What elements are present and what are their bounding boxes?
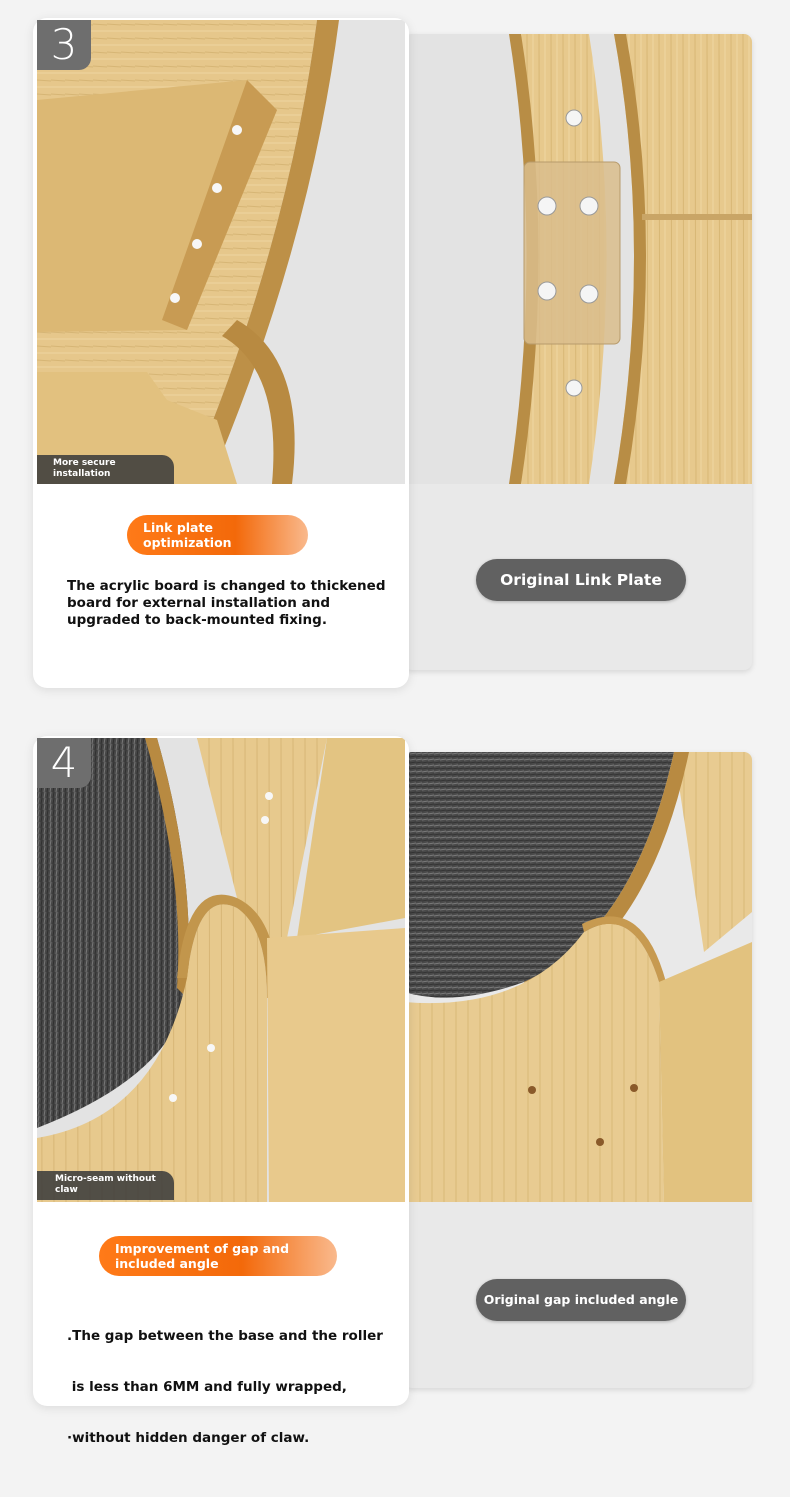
section-gap-angle (0, 718, 790, 1446)
feature-pill-line: Link plate (143, 520, 213, 535)
description-line: upgraded to back-mounted fixing. (67, 612, 327, 628)
step-number-badge: 4 (37, 738, 91, 788)
caption-line: More secure (53, 458, 116, 468)
feature-description (67, 1294, 387, 1481)
feature-pill-line: included angle (115, 1256, 219, 1271)
link-plate-photo (37, 20, 405, 484)
description-line: The acrylic board is changed to thickened (67, 578, 386, 594)
photo-caption-tag (37, 455, 174, 484)
caption-line: claw (55, 1185, 78, 1195)
caption-line: installation (53, 469, 111, 479)
description-line: .The gap between the base and the roller (67, 1328, 383, 1344)
original-link-plate-photo (404, 34, 752, 484)
description-line: ·without hidden danger of claw. (67, 1430, 310, 1446)
section-link-plate (0, 0, 790, 700)
original-gap-photo (404, 752, 752, 1202)
feature-pill-line: Improvement of gap and (115, 1241, 290, 1256)
feature-description (67, 578, 387, 629)
feature-pill (99, 1236, 337, 1276)
gap-angle-photo (37, 738, 405, 1202)
original-label-pill: Original Link Plate (476, 559, 686, 601)
feature-pill (127, 515, 308, 555)
caption-line: Micro-seam without (55, 1174, 156, 1184)
feature-pill-line: optimization (143, 535, 232, 550)
step-number-badge: 3 (37, 20, 91, 70)
original-label-pill: Original gap included angle (476, 1279, 686, 1321)
photo-caption-tag (37, 1171, 174, 1200)
description-line: is less than 6MM and fully wrapped, (67, 1379, 347, 1395)
description-line: board for external installation and (67, 595, 331, 611)
